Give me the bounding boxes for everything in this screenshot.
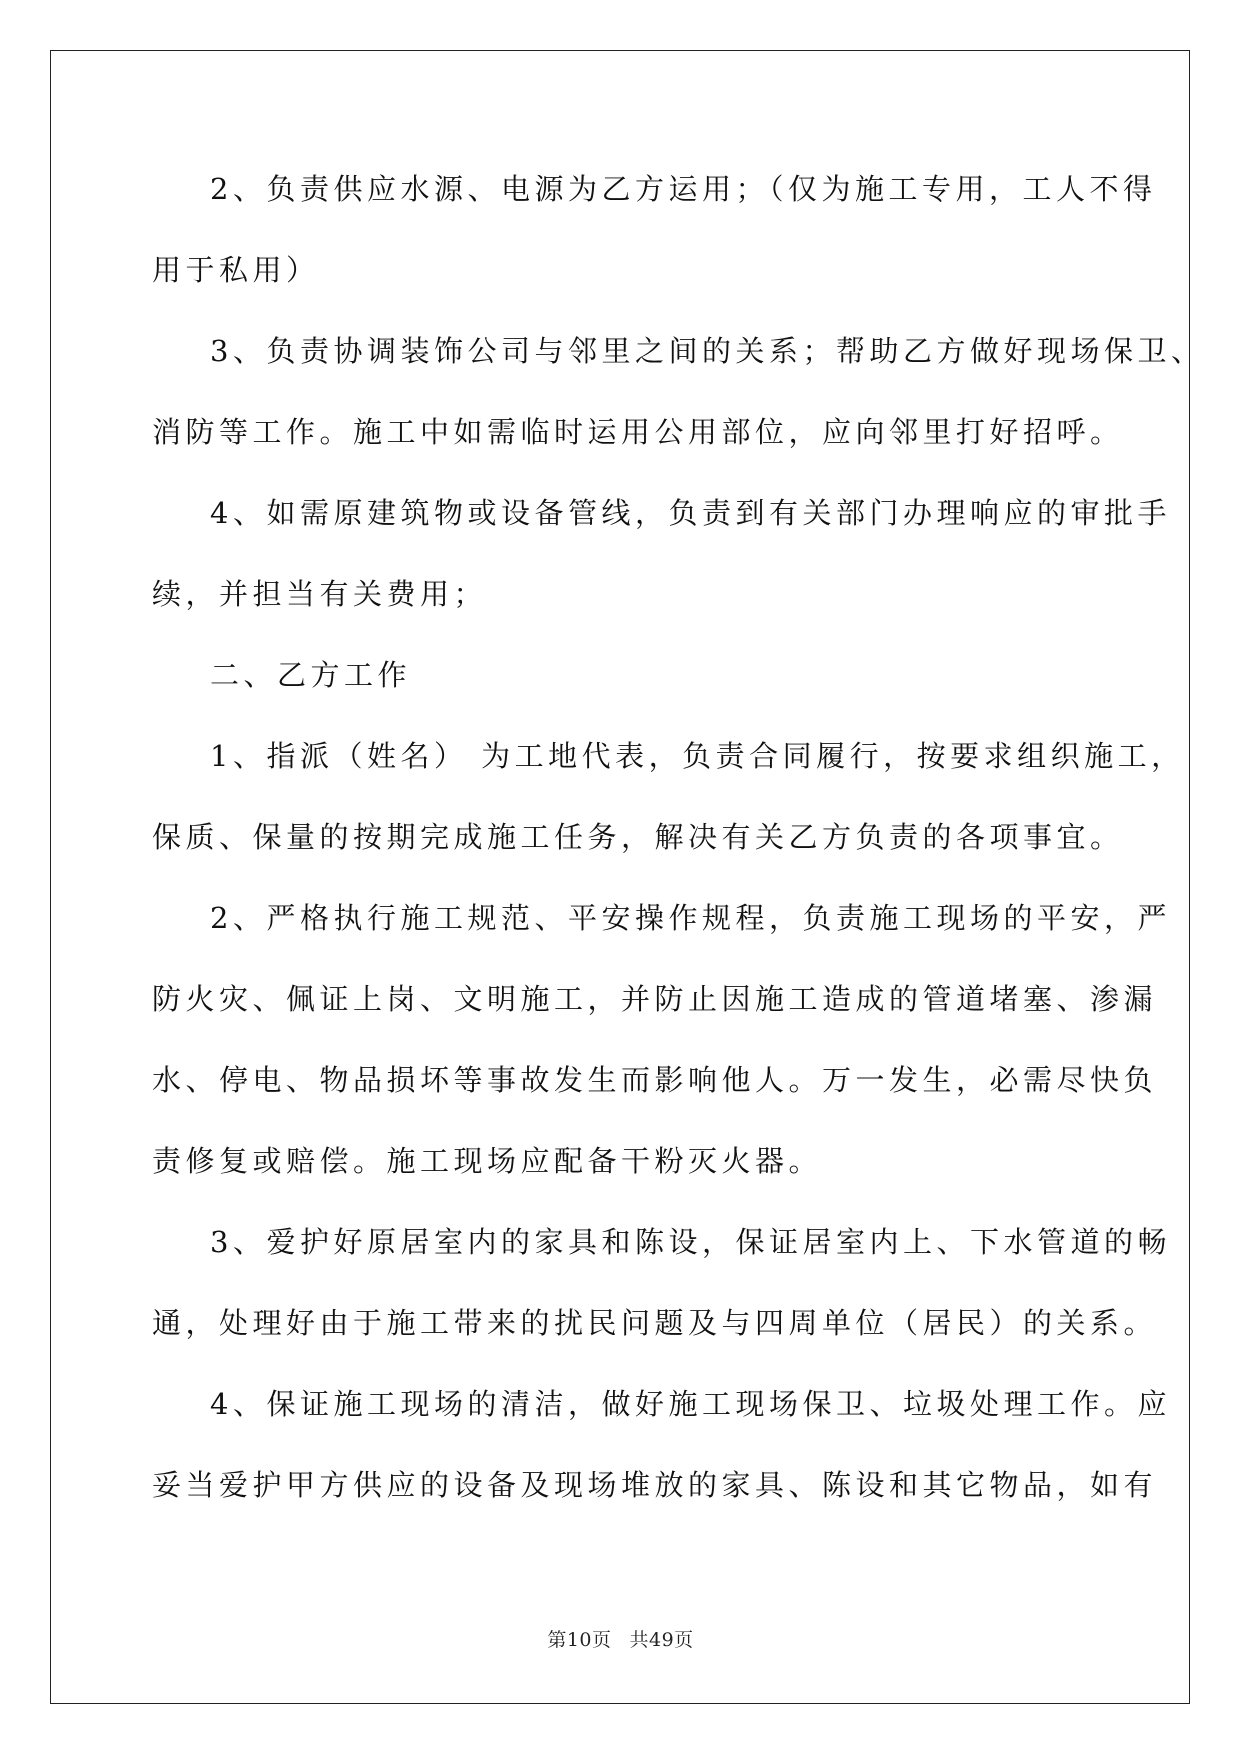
paragraph-line: 1、指派（姓名） 为工地代表，负责合同履行，按要求组织施工， xyxy=(210,739,1185,773)
paragraph-line: 防火灾、佩证上岗、文明施工，并防止因施工造成的管道堵塞、渗漏 xyxy=(152,982,1158,1016)
paragraph-line: 3、负责协调装饰公司与邻里之间的关系；帮助乙方做好现场保卫、 xyxy=(210,334,1205,368)
paragraph-line: 续，并担当有关费用； xyxy=(152,577,488,611)
paragraph-line: 4、如需原建筑物或设备管线，负责到有关部门办理响应的审批手 xyxy=(210,496,1171,530)
paragraph-line: 用于私用） xyxy=(152,253,320,287)
paragraph-line: 4、保证施工现场的清洁，做好施工现场保卫、垃圾处理工作。应 xyxy=(210,1387,1171,1421)
current-page-number: 第10页 xyxy=(547,1629,612,1651)
document-body xyxy=(152,164,1205,1541)
section-heading: 二、乙方工作 xyxy=(210,658,412,692)
paragraph-line: 消防等工作。施工中如需临时运用公用部位，应向邻里打好招呼。 xyxy=(152,415,1124,449)
paragraph-line: 2、严格执行施工规范、平安操作规程，负责施工现场的平安，严 xyxy=(210,901,1171,935)
paragraph-line: 水、停电、物品损坏等事故发生而影响他人。万一发生，必需尽快负 xyxy=(152,1063,1158,1097)
paragraph-line: 责修复或赔偿。施工现场应配备干粉灭火器。 xyxy=(152,1144,823,1178)
page-footer xyxy=(0,1625,1241,1652)
paragraph-line: 3、爱护好原居室内的家具和陈设，保证居室内上、下水管道的畅 xyxy=(210,1225,1171,1259)
paragraph-line: 保质、保量的按期完成施工任务，解决有关乙方负责的各项事宜。 xyxy=(152,820,1124,854)
paragraph-line: 通，处理好由于施工带来的扰民问题及与四周单位（居民）的关系。 xyxy=(152,1306,1158,1340)
total-page-count: 共49页 xyxy=(629,1629,694,1651)
paragraph-line: 妥当爱护甲方供应的设备及现场堆放的家具、陈设和其它物品，如有 xyxy=(152,1468,1158,1502)
paragraph-line: 2、负责供应水源、电源为乙方运用；（仅为施工专用，工人不得 xyxy=(210,172,1157,206)
